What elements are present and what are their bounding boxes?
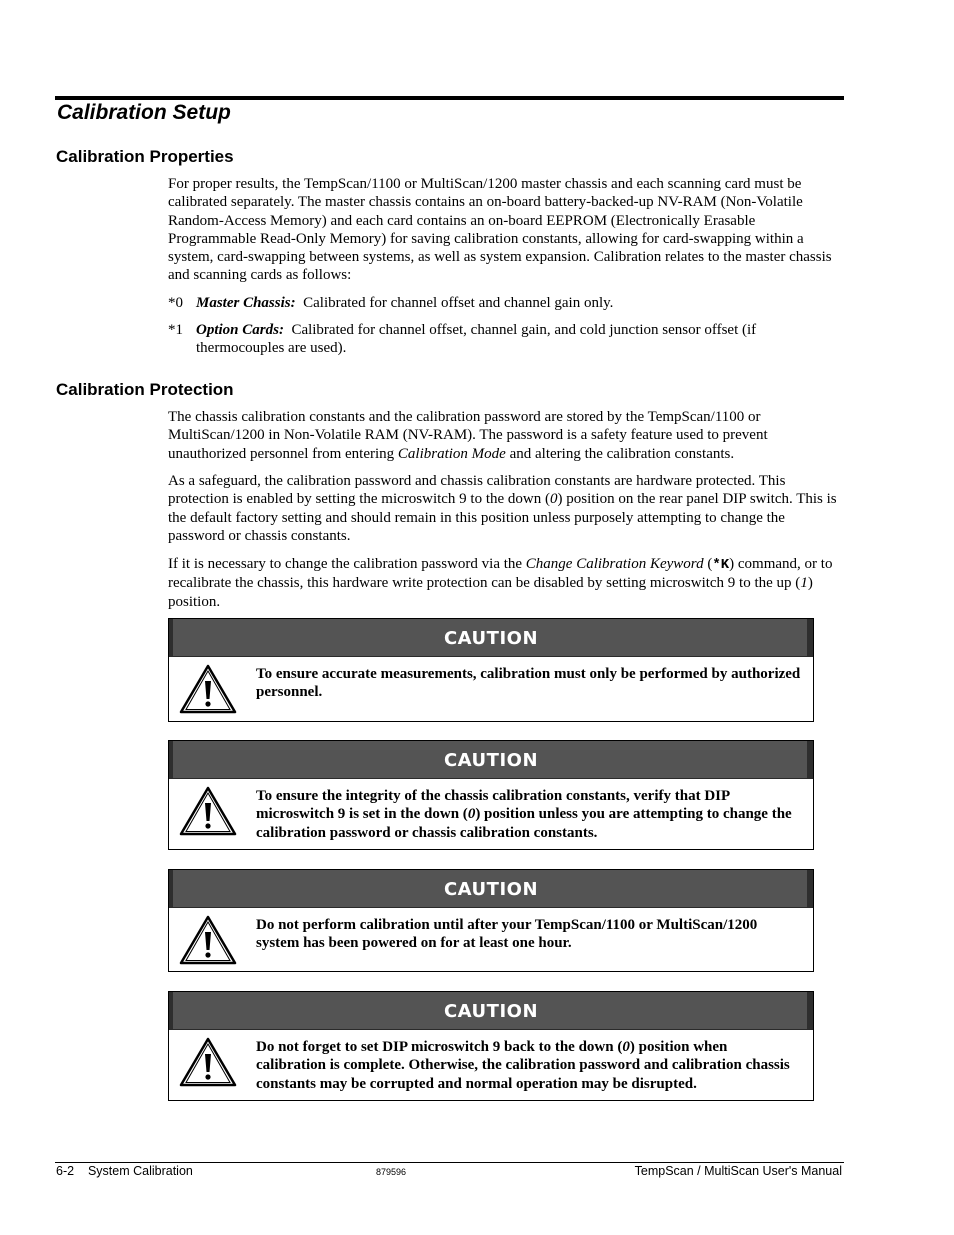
text-run: ) position. (168, 575, 813, 610)
warning-triangle-icon (179, 664, 237, 714)
switch-value: 0 (622, 1039, 630, 1055)
caution-text (256, 1038, 801, 1093)
text-run: and altering the calibration constants. (505, 445, 735, 462)
protection-paragraph-1 (168, 408, 844, 463)
caution-text: To ensure accurate measurements, calibration must only be performed by authorized personnel. (256, 666, 801, 701)
text-run: Do not forget to set DIP microswitch 9 back to the down ( (256, 1039, 623, 1055)
footer-doc-number: 879596 (376, 1167, 407, 1177)
section-title: Calibration Setup (57, 101, 231, 124)
text-run: The chassis calibration constants and the calibration password are stored by the TempScan/1100 or MultiScan/1200 in Non-Volatile RAM (NV-RAM). The password is a safety feature used to prevent unauthorized personnel from entering (168, 409, 768, 462)
text-run: ) position when calibration is complete. Otherwise, the calibration password and calibration chassis constants may be corrupted and normal operation may be disrupted. (256, 1039, 790, 1092)
text-run: To ensure the integrity of the chassis calibration constants, verify that DIP microswitch 9 is set in the down ( (256, 788, 730, 823)
caution-header (169, 870, 813, 908)
caution-header (169, 619, 813, 657)
properties-paragraph (168, 175, 844, 285)
protection-paragraph-3 (168, 555, 844, 611)
warning-triangle-icon (179, 1037, 237, 1087)
top-rule (55, 96, 844, 100)
footer-manual-title: TempScan / MultiScan User's Manual (634, 1164, 842, 1178)
warning-triangle-icon (179, 915, 237, 965)
text-run: ) position unless you are attempting to change the calibration password or chassis calibration constants. (256, 806, 792, 841)
text-run: ) position on the rear panel DIP switch. This is the default factory setting and should remain in this position unless purposely attempting to change the password or chassis constants. (168, 491, 837, 544)
list-marker: *0 (168, 295, 183, 311)
list-marker: *1 (168, 322, 183, 338)
footer-rule (55, 1162, 844, 1163)
caution-box (168, 740, 814, 850)
caution-text: Do not perform calibration until after your TempScan/1100 or MultiScan/1200 system has been powered on for at least one hour. (256, 917, 758, 952)
list-text: Calibrated for channel offset, channel gain, and cold junction sensor offset (if thermocouples are used). (196, 322, 757, 357)
protection-paragraph-2 (168, 472, 844, 545)
list-text: Calibrated for channel offset and channel gain only. (303, 295, 614, 311)
list-label: Master Chassis: (196, 295, 296, 311)
list-label: Option Cards: (196, 322, 284, 338)
list-item (168, 294, 844, 312)
text-run: If it is necessary to change the calibration password via the (168, 556, 526, 572)
text-run: As a safeguard, the calibration password and chassis calibration constants are hardware protected. This protection is enabled by setting the microswitch 9 to the down ( (168, 473, 786, 508)
caution-title: CAUTION (443, 628, 539, 649)
footer-page-label: 6-2 System Calibration (56, 1164, 193, 1178)
text-run: ) command, or to recalibrate the chassis, this hardware write protection can be disabled by setting microswitch 9 to the up ( (168, 556, 833, 592)
properties-text: For proper results, the TempScan/1100 or MultiScan/1200 master chassis and each scanning card must be calibrated separately. The master chassis contains an on-board battery-backed-up NV-RAM (Non-Volatile Random-Access Memory) and each card contains an on-board EEPROM (Electronically Erasable Programmable Read-Only Memory) for saving calibration constants, allowing for card-swapping within a system, card-swapping between systems, as well as system expansion. Calibration relates to the master chassis and scanning cards as follows: (168, 176, 832, 284)
caution-box (168, 869, 814, 972)
text-run: ( (703, 556, 713, 572)
caution-title: CAUTION (443, 879, 539, 900)
warning-triangle-icon (179, 786, 237, 836)
switch-value: 0 (467, 806, 476, 823)
protection-heading: Calibration Protection (56, 380, 234, 399)
switch-value: 1 (800, 575, 808, 592)
caution-header (169, 992, 813, 1030)
caution-text (256, 787, 801, 842)
command-name: Change Calibration Keyword (525, 556, 704, 572)
caution-title: CAUTION (443, 1001, 539, 1022)
properties-heading: Calibration Properties (56, 147, 234, 166)
caution-header (169, 741, 813, 779)
mode-name: Calibration Mode (397, 445, 506, 462)
caution-title: CAUTION (443, 750, 539, 771)
list-item (168, 321, 844, 358)
command-code: *K (712, 557, 730, 573)
caution-box (168, 618, 814, 722)
switch-value: 0 (550, 491, 558, 508)
caution-box (168, 991, 814, 1101)
